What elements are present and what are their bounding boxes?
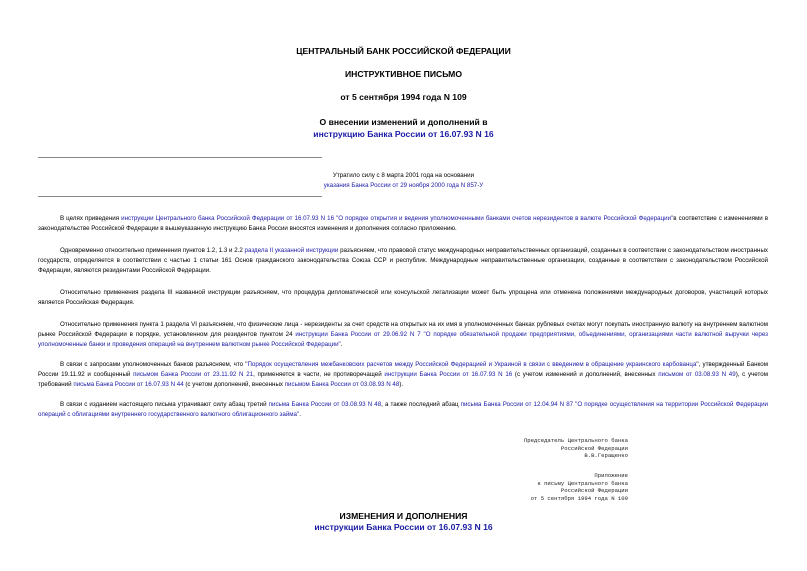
paragraph-text: ). [399, 380, 404, 388]
inline-document-link[interactable]: инструкции Центрального банка Российской Федерации от 16.07.93 N 16 "О порядке открытия и ведения уполномоченными банками счетов нерезидентов в валюте Российской Федерации" [121, 215, 674, 222]
paragraph-5 [38, 360, 768, 389]
inline-document-link[interactable]: письмом от 03.08.93 N 49 [658, 370, 736, 378]
paragraph-text: , а также последний абзац [381, 401, 461, 408]
status-link[interactable]: указания Банка России от 29 ноября 2000 года N 857-У [323, 182, 484, 189]
appendix-subtitle [0, 522, 807, 532]
doc-type: ИНСТРУКТИВНОЕ ПИСЬМО [344, 69, 463, 79]
paragraph-4 [38, 320, 768, 349]
paragraph-text: (с учетом дополнений, внесенных [183, 380, 285, 388]
inline-document-link[interactable]: инструкции Банка России от 29.06.92 N 7 "О порядке обязательной продажи предприятиями, объединениями, организациями части валютной выручки через уполномоченные банки и проведения операций на внутреннем валютном рынке Российской Федерации" [38, 330, 768, 348]
inline-document-link[interactable]: письмом Банка России от 23.11.92 N 21 [133, 370, 254, 378]
instruction-16-link[interactable]: инструкцию Банка России от 16.07.93 N 16 [313, 129, 494, 139]
appendix-reference [420, 472, 628, 502]
paragraph-3 [38, 288, 768, 308]
appendix-ref-line: от 5 сентября 1994 года N 109 [530, 494, 628, 502]
appendix-ref-line: Российской Федерации [560, 487, 628, 495]
doc-date-number: от 5 сентября 1994 года N 109 [340, 92, 467, 102]
doc-subject-link-line [0, 129, 807, 139]
inline-document-link[interactable]: раздела II указанной инструкции [244, 247, 339, 254]
signature-line: Председатель Центрального банка [523, 437, 628, 444]
paragraph-text: В связи с запросами уполномоченных банков разъясняем, что " [60, 361, 248, 368]
signature-line: Российской Федерации [560, 444, 628, 452]
bank-title: ЦЕНТРАЛЬНЫЙ БАНК РОССИЙСКОЙ ФЕДЕРАЦИИ [296, 46, 511, 56]
inline-document-link[interactable]: письма Банка России от 03.08.93 N 48 [268, 401, 382, 408]
signature-block [420, 437, 628, 460]
status-divider [38, 196, 322, 197]
inline-document-link[interactable]: Порядок осуществления межбанковских расчетов между Российской Федерацией и Украиной в связи с введением в обращение украинского карбованца [247, 361, 697, 368]
paragraph-text: ), с учетом требований [38, 370, 768, 388]
appendix-ref-line: к письму Центрального банка [537, 479, 628, 487]
appendix-title: ИЗМЕНЕНИЯ И ДОПОЛНЕНИЯ [339, 511, 468, 521]
status-text: Утратило силу с 8 марта 2001 года на основании [332, 172, 475, 179]
inline-document-link[interactable]: письма Банка России от 16.07.93 N 44 [73, 380, 184, 388]
paragraph-text: , применяется в части, не противоречащей [253, 370, 385, 378]
paragraph-text: . [340, 340, 343, 348]
appendix-instruction-link[interactable]: инструкции Банка России от 16.07.93 N 16 [314, 522, 493, 532]
paragraph-2 [38, 246, 768, 275]
inline-document-link[interactable]: письмом Банка России от 03.08.93 N 48 [284, 380, 400, 388]
paragraph-text: ", утвержденный Банком России 19.11.92 и сообщенный [38, 361, 768, 378]
paragraph-text: (с учетом изменений и дополнений, внесенных [512, 370, 659, 378]
paragraph-1 [38, 214, 768, 234]
paragraph-text: разъясняем, что правовой статус международных неправительственных организаций, созданных в соответствии с законодательством иностранных государств, определяется в соответствии с частью 1 статьи 161 Основ гражданского законодательства Союза ССР и республик. Международные неправительственные организации, созданные в соответствии с законодательством Российской Федерации, являются резидентами Российской Федерации. [38, 247, 768, 274]
paragraph-text: Одновременно относительно применения пунктов 1.2, 1.3 и 2.2 [60, 247, 245, 254]
inline-document-link[interactable]: письма Банка России от 12.04.94 N 87 "О порядке осуществления на территории Российской Федерации операций с облигациями внутреннего государственного валютного облигационного займа" [38, 401, 768, 418]
paragraph-text: Относительно применения раздела III названной инструкции разъясняем, что процедура дипломатической или консульской легализации может быть упрощена или отменена положениями международных договоров, участницей которых является Российская Федерация. [38, 289, 768, 306]
paragraph-text: в соответствие с изменениями в законодательстве Российской Федерации в вышеуказанную инструкцию Банка России вносятся изменения и дополнения согласно приложению. [38, 215, 768, 232]
appendix-ref-line: Приложение [594, 472, 628, 479]
paragraph-text: В целях приведения [60, 215, 122, 222]
status-note [200, 171, 607, 191]
paragraph-text: Относительно применения пункта 1 раздела VI разъясняем, что физические лица - нерезиденты за счет средств на открытых на их имя в уполномоченных банках рублевых счетах могут покупать иностранную валюту на внутреннем валютном рынке Российской Федерации в порядке, установленном для резидентов пунктом 24 [38, 321, 768, 338]
paragraph-6 [38, 400, 768, 420]
signature-line: В.В.Геращенко [584, 452, 628, 460]
top-divider [38, 157, 322, 158]
inline-document-link[interactable]: инструкции Банка России от 16.07.93 N 16 [384, 370, 513, 378]
paragraph-text: . [299, 410, 301, 418]
paragraph-text: В связи с изданием настоящего письма утрачивают силу абзац третий [60, 401, 269, 408]
doc-subject: О внесении изменений и дополнений в [319, 117, 488, 127]
